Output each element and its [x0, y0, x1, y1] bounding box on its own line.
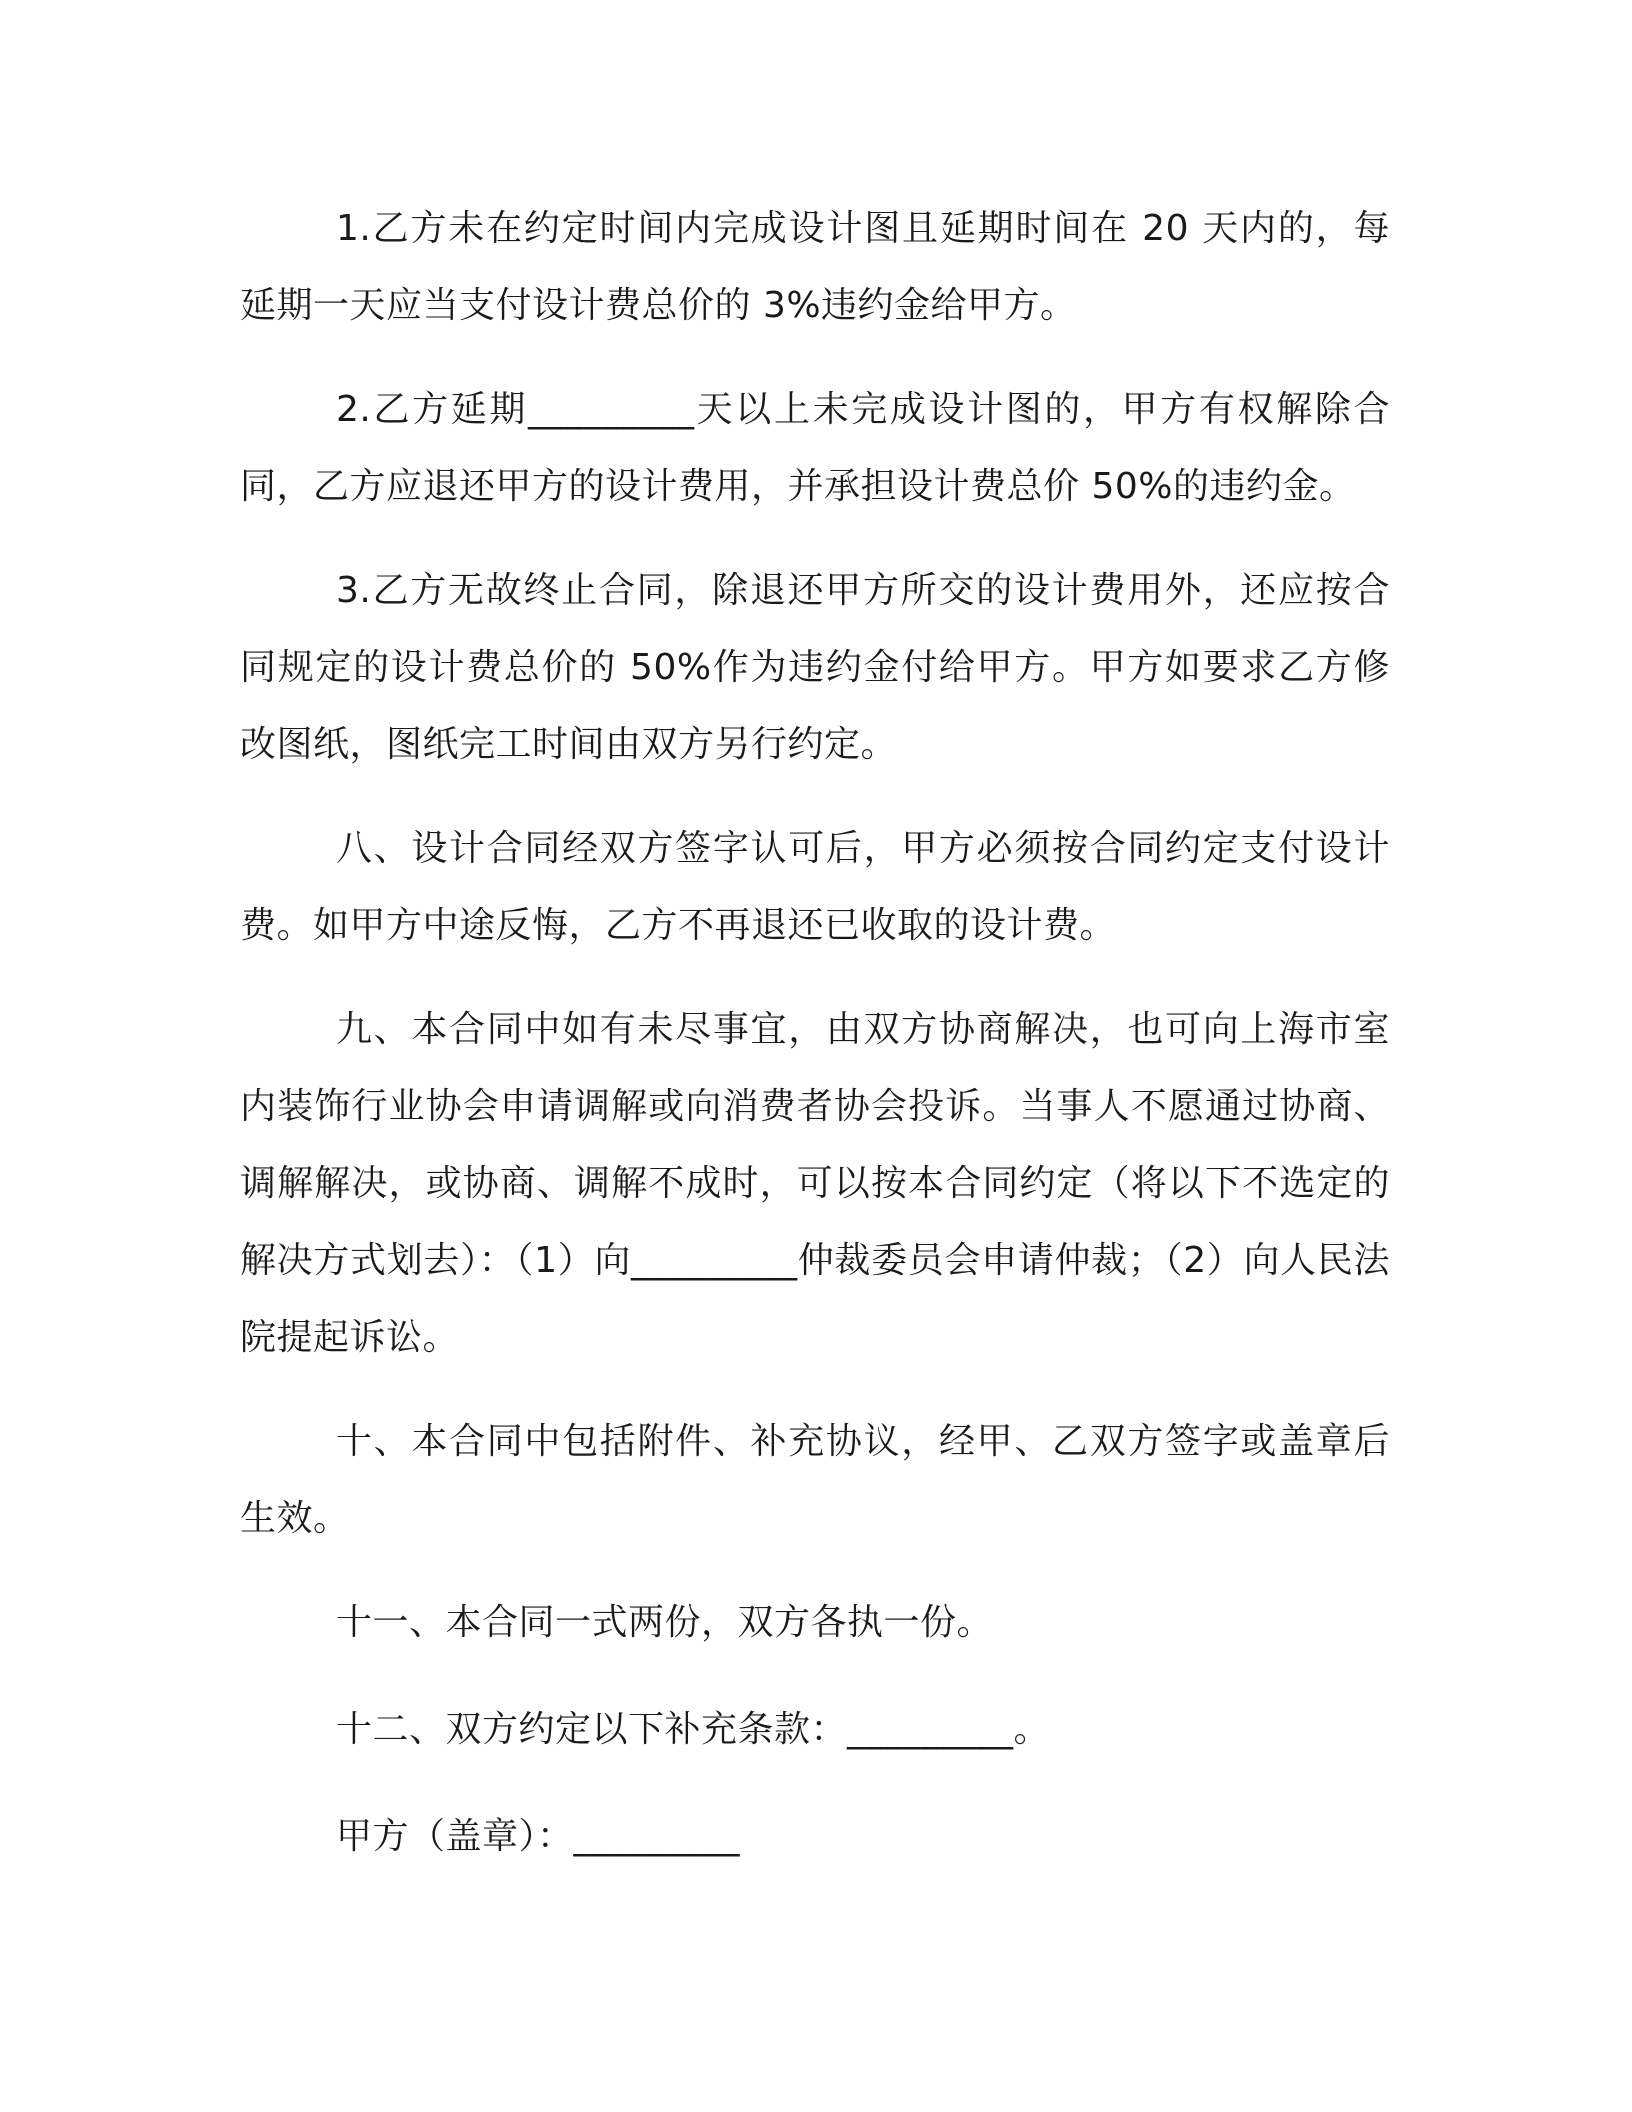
clause-twelve-supplementary: 十二、双方约定以下补充条款：_________。 [336, 1709, 1051, 1750]
clause-eleven-copies: 十一、本合同一式两份，双方各执一份。 [336, 1602, 994, 1643]
clause-delay-termination: 2.乙方延期_________天以上未完成设计图的，甲方有权解除合同，乙方应退还甲方的设计费用，并承担设计费总价 50%的违约金。 [240, 389, 1390, 507]
document-page [240, 190, 1390, 1875]
party-a-seal-line: 甲方（盖章）：_________ [336, 1816, 741, 1857]
clause-ten-effectiveness: 十、本合同中包括附件、补充协议，经甲、乙双方签字或盖章后生效。 [240, 1421, 1390, 1539]
clause-eight-payment: 八、设计合同经双方签字认可后，甲方必须按合同约定支付设计费。如甲方中途反悔，乙方不再退还已收取的设计费。 [240, 828, 1390, 946]
clause-unilateral-termination: 3.乙方无故终止合同，除退还甲方所交的设计费用外，还应按合同规定的设计费总价的 50%作为违约金付给甲方。甲方如要求乙方修改图纸，图纸完工时间由双方另行约定。 [240, 570, 1390, 765]
clause-delay-20-days: 1.乙方未在约定时间内完成设计图且延期时间在 20 天内的，每延期一天应当支付设计费总价的 3%违约金给甲方。 [240, 208, 1390, 326]
clause-nine-dispute: 九、本合同中如有未尽事宜，由双方协商解决，也可向上海市室内装饰行业协会申请调解或向消费者协会投诉。当事人不愿通过协商、调解解决，或协商、调解不成时，可以按本合同约定（将以下不选定的解决方式划去）：（1）向_________仲裁委员会申请仲裁；（2）向人民法院提起诉讼。 [240, 1009, 1390, 1358]
